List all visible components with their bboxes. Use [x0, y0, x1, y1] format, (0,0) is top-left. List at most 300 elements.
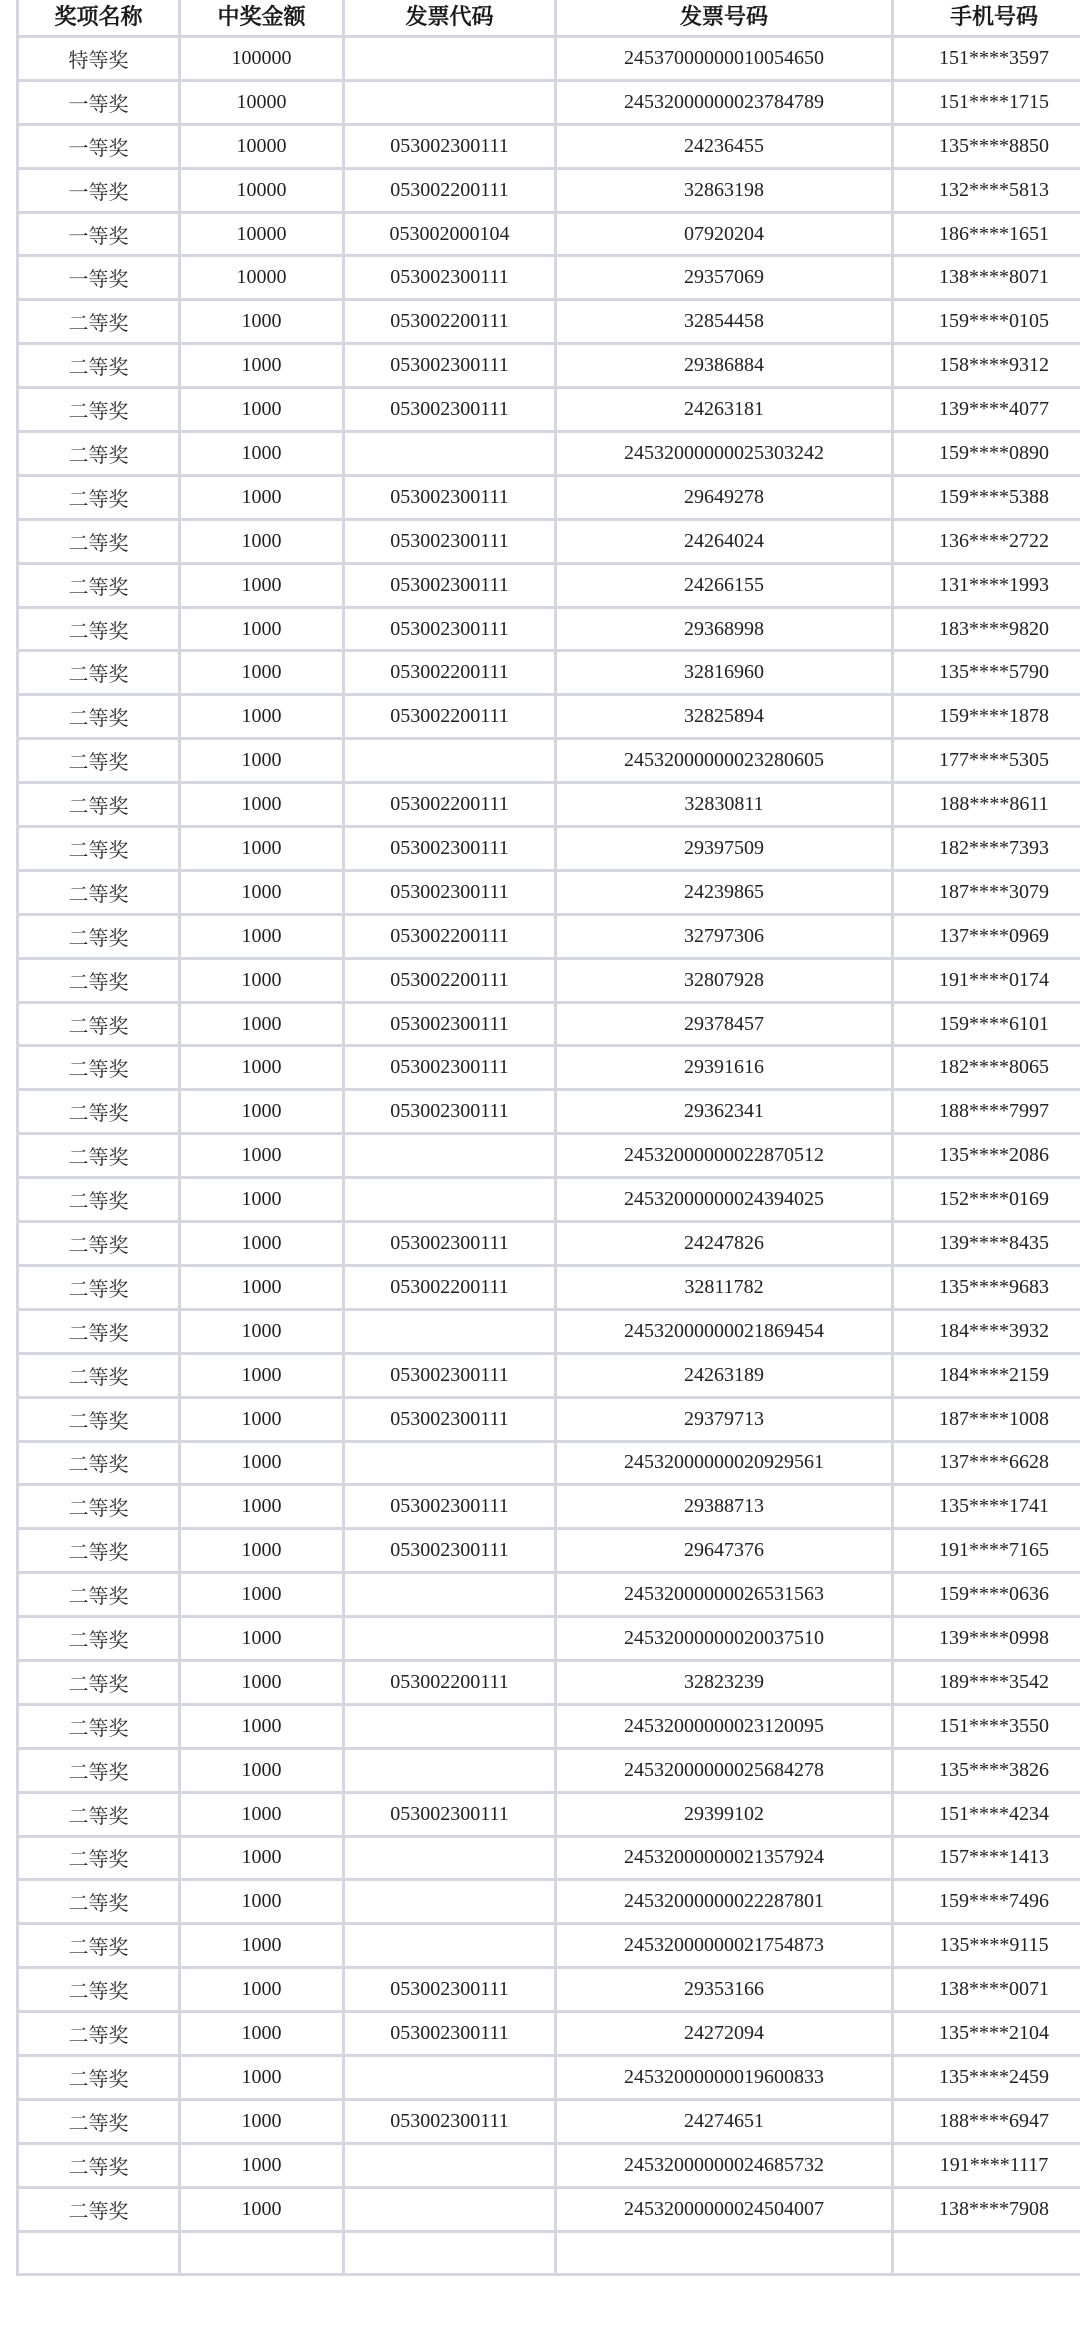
- cell-prize-name: 二等奖: [18, 1880, 180, 1924]
- table-row: [18, 1617, 1080, 1661]
- cell-invoice-number: 32825894: [556, 695, 893, 739]
- cell-prize-name: 二等奖: [18, 695, 180, 739]
- cell-phone-number: 159****7496: [893, 1880, 1080, 1924]
- cell-prize-amount: 1000: [180, 1002, 344, 1046]
- cell-prize-name: 二等奖: [18, 1222, 180, 1266]
- cell-invoice-code: [344, 1178, 556, 1222]
- cell-phone-number: 159****5388: [893, 475, 1080, 519]
- table-row: [18, 256, 1080, 300]
- table-row: [18, 80, 1080, 124]
- cell-invoice-code: 053002200111: [344, 1660, 556, 1704]
- cell-phone-number: 159****0105: [893, 300, 1080, 344]
- cell-invoice-code: 053002300111: [344, 563, 556, 607]
- cell-prize-name: 二等奖: [18, 2012, 180, 2056]
- table-row: [18, 1792, 1080, 1836]
- cell-prize-name: 二等奖: [18, 1265, 180, 1309]
- cell-phone-number: 157****1413: [893, 1836, 1080, 1880]
- cell-invoice-code: 053002300111: [344, 1792, 556, 1836]
- cell-prize-amount: 1000: [180, 1880, 344, 1924]
- cell-prize-amount: 10000: [180, 256, 344, 300]
- cell-phone-number: 183****9820: [893, 607, 1080, 651]
- cell-phone-number: 151****3597: [893, 37, 1080, 81]
- cell-invoice-code: [344, 80, 556, 124]
- cell-invoice-number: 24532000000021754873: [556, 1924, 893, 1968]
- cell-invoice-number: 32863198: [556, 168, 893, 212]
- cell-invoice-number: 24266155: [556, 563, 893, 607]
- cell-prize-amount: 1000: [180, 1660, 344, 1704]
- cell-prize-name: 二等奖: [18, 563, 180, 607]
- cell-invoice-number: 24247826: [556, 1222, 893, 1266]
- cell-prize-name: 二等奖: [18, 2187, 180, 2231]
- cell-prize-name: 二等奖: [18, 1660, 180, 1704]
- cell-invoice-number: 24532000000019600833: [556, 2055, 893, 2099]
- cell-prize-amount: 1000: [180, 870, 344, 914]
- cell-invoice-code: [344, 739, 556, 783]
- cell-prize-amount: 1000: [180, 2187, 344, 2231]
- header-prize-amount: 中奖金额: [180, 0, 344, 37]
- cell-prize-name: 二等奖: [18, 519, 180, 563]
- table-row: [18, 1353, 1080, 1397]
- cell-prize-amount: 1000: [180, 1397, 344, 1441]
- cell-phone-number: 138****7908: [893, 2187, 1080, 2231]
- table-row: [18, 432, 1080, 476]
- table-row: [18, 2099, 1080, 2143]
- cell-prize-name: 二等奖: [18, 2143, 180, 2187]
- table-row: [18, 870, 1080, 914]
- cell-prize-amount: 1000: [180, 1529, 344, 1573]
- cell-invoice-code: 053002000104: [344, 212, 556, 256]
- cell-invoice-code: [344, 2231, 556, 2275]
- cell-invoice-code: 053002200111: [344, 1265, 556, 1309]
- cell-phone-number: 158****9312: [893, 344, 1080, 388]
- cell-prize-name: [18, 2231, 180, 2275]
- cell-phone-number: 191****7165: [893, 1529, 1080, 1573]
- cell-prize-name: 二等奖: [18, 1792, 180, 1836]
- cell-prize-name: 二等奖: [18, 475, 180, 519]
- cell-invoice-number: 24532000000024394025: [556, 1178, 893, 1222]
- cell-invoice-number: 29378457: [556, 1002, 893, 1046]
- cell-invoice-number: 24532000000024685732: [556, 2143, 893, 2187]
- cell-prize-name: 一等奖: [18, 80, 180, 124]
- cell-invoice-code: 053002300111: [344, 1529, 556, 1573]
- cell-prize-amount: 1000: [180, 695, 344, 739]
- table-row: [18, 1529, 1080, 1573]
- cell-invoice-code: [344, 1748, 556, 1792]
- cell-prize-name: 二等奖: [18, 1485, 180, 1529]
- cell-phone-number: 139****4077: [893, 388, 1080, 432]
- cell-prize-name: 二等奖: [18, 783, 180, 827]
- cell-invoice-number: 29379713: [556, 1397, 893, 1441]
- cell-prize-amount: 1000: [180, 1046, 344, 1090]
- table-row: [18, 1265, 1080, 1309]
- cell-invoice-number: 24532000000023280605: [556, 739, 893, 783]
- cell-invoice-number: 24532000000023120095: [556, 1704, 893, 1748]
- cell-invoice-code: [344, 1924, 556, 1968]
- cell-prize-amount: 1000: [180, 300, 344, 344]
- cell-invoice-number: 24532000000022287801: [556, 1880, 893, 1924]
- cell-invoice-number: 32811782: [556, 1265, 893, 1309]
- cell-phone-number: 135****2086: [893, 1134, 1080, 1178]
- cell-prize-name: 二等奖: [18, 2099, 180, 2143]
- cell-prize-amount: 1000: [180, 1441, 344, 1485]
- cell-prize-name: 二等奖: [18, 1617, 180, 1661]
- prize-winners-table-container: [16, 0, 1080, 2336]
- header-invoice-code: 发票代码: [344, 0, 556, 37]
- cell-invoice-number: 32797306: [556, 914, 893, 958]
- cell-invoice-code: [344, 1617, 556, 1661]
- cell-prize-name: 二等奖: [18, 1090, 180, 1134]
- cell-phone-number: 135****5790: [893, 651, 1080, 695]
- cell-phone-number: 182****7393: [893, 827, 1080, 871]
- cell-invoice-code: 053002300111: [344, 1002, 556, 1046]
- cell-invoice-number: 24532000000020037510: [556, 1617, 893, 1661]
- cell-prize-name: 二等奖: [18, 1968, 180, 2012]
- cell-phone-number: 138****8071: [893, 256, 1080, 300]
- cell-prize-name: 二等奖: [18, 432, 180, 476]
- cell-invoice-number: 24532000000022870512: [556, 1134, 893, 1178]
- cell-prize-name: 一等奖: [18, 168, 180, 212]
- cell-phone-number: 137****6628: [893, 1441, 1080, 1485]
- cell-invoice-number: [556, 2231, 893, 2275]
- cell-invoice-number: 29647376: [556, 1529, 893, 1573]
- cell-invoice-number: 24264024: [556, 519, 893, 563]
- cell-prize-amount: 1000: [180, 827, 344, 871]
- table-body: [18, 37, 1080, 2275]
- cell-prize-name: 二等奖: [18, 1134, 180, 1178]
- table-row: [18, 1441, 1080, 1485]
- cell-invoice-number: 24532000000023784789: [556, 80, 893, 124]
- cell-prize-name: 一等奖: [18, 256, 180, 300]
- cell-invoice-code: 053002200111: [344, 695, 556, 739]
- cell-invoice-number: 24532000000021357924: [556, 1836, 893, 1880]
- header-invoice-number: 发票号码: [556, 0, 893, 37]
- cell-prize-amount: 1000: [180, 914, 344, 958]
- table-row: [18, 344, 1080, 388]
- cell-prize-amount: 1000: [180, 1836, 344, 1880]
- cell-prize-amount: 1000: [180, 607, 344, 651]
- cell-phone-number: 135****9115: [893, 1924, 1080, 1968]
- table-row: [18, 1178, 1080, 1222]
- cell-phone-number: 135****2459: [893, 2055, 1080, 2099]
- cell-invoice-code: [344, 1704, 556, 1748]
- cell-phone-number: 159****0636: [893, 1573, 1080, 1617]
- cell-prize-amount: 1000: [180, 1265, 344, 1309]
- cell-invoice-number: 32830811: [556, 783, 893, 827]
- cell-prize-amount: 1000: [180, 1222, 344, 1266]
- cell-phone-number: 131****1993: [893, 563, 1080, 607]
- cell-prize-amount: 1000: [180, 1134, 344, 1178]
- cell-prize-amount: 1000: [180, 519, 344, 563]
- cell-prize-amount: 1000: [180, 1090, 344, 1134]
- cell-invoice-code: 053002300111: [344, 124, 556, 168]
- table-row: [18, 914, 1080, 958]
- cell-phone-number: 136****2722: [893, 519, 1080, 563]
- cell-phone-number: 138****0071: [893, 1968, 1080, 2012]
- table-row: [18, 1222, 1080, 1266]
- table-row: [18, 2187, 1080, 2231]
- table-row: [18, 519, 1080, 563]
- cell-invoice-number: 29649278: [556, 475, 893, 519]
- cell-prize-name: 二等奖: [18, 1573, 180, 1617]
- cell-phone-number: 139****0998: [893, 1617, 1080, 1661]
- cell-phone-number: 152****0169: [893, 1178, 1080, 1222]
- cell-invoice-number: 24263181: [556, 388, 893, 432]
- cell-phone-number: 188****7997: [893, 1090, 1080, 1134]
- cell-invoice-number: 24274651: [556, 2099, 893, 2143]
- cell-invoice-number: 24532000000020929561: [556, 1441, 893, 1485]
- cell-prize-amount: 1000: [180, 1309, 344, 1353]
- cell-prize-name: 二等奖: [18, 1046, 180, 1090]
- cell-phone-number: 151****3550: [893, 1704, 1080, 1748]
- cell-phone-number: 132****5813: [893, 168, 1080, 212]
- cell-prize-amount: 1000: [180, 563, 344, 607]
- cell-prize-amount: 1000: [180, 1573, 344, 1617]
- cell-prize-name: 二等奖: [18, 914, 180, 958]
- cell-invoice-number: 29368998: [556, 607, 893, 651]
- cell-invoice-number: 32823239: [556, 1660, 893, 1704]
- cell-phone-number: 191****0174: [893, 958, 1080, 1002]
- cell-invoice-number: 24239865: [556, 870, 893, 914]
- cell-invoice-code: [344, 1309, 556, 1353]
- table-row: [18, 300, 1080, 344]
- cell-invoice-code: 053002300111: [344, 1090, 556, 1134]
- cell-prize-amount: 1000: [180, 388, 344, 432]
- cell-prize-name: 二等奖: [18, 344, 180, 388]
- table-row: [18, 1836, 1080, 1880]
- cell-prize-amount: 1000: [180, 432, 344, 476]
- table-row: [18, 2055, 1080, 2099]
- cell-invoice-number: 24532000000021869454: [556, 1309, 893, 1353]
- cell-invoice-code: 053002300111: [344, 256, 556, 300]
- cell-phone-number: 187****3079: [893, 870, 1080, 914]
- cell-phone-number: 159****0890: [893, 432, 1080, 476]
- cell-prize-amount: 1000: [180, 1792, 344, 1836]
- cell-prize-name: 二等奖: [18, 2055, 180, 2099]
- table-row: [18, 563, 1080, 607]
- cell-invoice-code: 053002200111: [344, 783, 556, 827]
- cell-invoice-code: 053002200111: [344, 958, 556, 1002]
- cell-prize-name: 二等奖: [18, 300, 180, 344]
- cell-phone-number: 135****2104: [893, 2012, 1080, 2056]
- cell-invoice-code: 053002300111: [344, 1353, 556, 1397]
- cell-phone-number: 188****6947: [893, 2099, 1080, 2143]
- prize-winners-table: [16, 0, 1080, 2276]
- cell-invoice-code: 053002300111: [344, 1397, 556, 1441]
- cell-prize-amount: 10000: [180, 80, 344, 124]
- table-row: [18, 1002, 1080, 1046]
- table-row: [18, 124, 1080, 168]
- cell-prize-amount: 10000: [180, 124, 344, 168]
- cell-prize-name: 二等奖: [18, 1924, 180, 1968]
- cell-invoice-number: 29353166: [556, 1968, 893, 2012]
- cell-invoice-code: [344, 1134, 556, 1178]
- cell-prize-amount: 1000: [180, 651, 344, 695]
- cell-prize-name: 二等奖: [18, 1704, 180, 1748]
- cell-invoice-number: 24532000000025303242: [556, 432, 893, 476]
- cell-invoice-number: 29397509: [556, 827, 893, 871]
- cell-invoice-number: 29357069: [556, 256, 893, 300]
- cell-prize-name: 一等奖: [18, 124, 180, 168]
- cell-prize-name: 二等奖: [18, 1748, 180, 1792]
- cell-prize-amount: 1000: [180, 2055, 344, 2099]
- cell-invoice-code: [344, 2143, 556, 2187]
- cell-phone-number: 188****8611: [893, 783, 1080, 827]
- table-row: [18, 475, 1080, 519]
- table-row: [18, 651, 1080, 695]
- cell-prize-name: 二等奖: [18, 1397, 180, 1441]
- cell-invoice-number: 29399102: [556, 1792, 893, 1836]
- cell-phone-number: 151****4234: [893, 1792, 1080, 1836]
- cell-prize-amount: 1000: [180, 475, 344, 519]
- cell-phone-number: 159****6101: [893, 1002, 1080, 1046]
- table-row: [18, 1309, 1080, 1353]
- cell-prize-name: 二等奖: [18, 870, 180, 914]
- cell-prize-name: 二等奖: [18, 827, 180, 871]
- cell-invoice-code: 053002200111: [344, 651, 556, 695]
- cell-prize-name: 二等奖: [18, 1529, 180, 1573]
- cell-invoice-number: 29388713: [556, 1485, 893, 1529]
- cell-prize-name: 特等奖: [18, 37, 180, 81]
- cell-invoice-code: [344, 1441, 556, 1485]
- table-row: [18, 1924, 1080, 1968]
- cell-prize-amount: 1000: [180, 1353, 344, 1397]
- cell-prize-amount: 1000: [180, 1617, 344, 1661]
- cell-prize-name: 二等奖: [18, 1353, 180, 1397]
- cell-prize-name: 二等奖: [18, 1441, 180, 1485]
- cell-invoice-number: 24272094: [556, 2012, 893, 2056]
- cell-phone-number: 135****9683: [893, 1265, 1080, 1309]
- table-row: [18, 783, 1080, 827]
- cell-prize-name: 二等奖: [18, 739, 180, 783]
- header-prize-name: 奖项名称: [18, 0, 180, 37]
- table-row: [18, 212, 1080, 256]
- cell-invoice-code: 053002300111: [344, 827, 556, 871]
- cell-invoice-number: 32807928: [556, 958, 893, 1002]
- cell-invoice-code: 053002200111: [344, 914, 556, 958]
- cell-prize-name: 二等奖: [18, 958, 180, 1002]
- cell-phone-number: 187****1008: [893, 1397, 1080, 1441]
- table-row: [18, 388, 1080, 432]
- header-row: [18, 0, 1080, 37]
- cell-invoice-number: 29386884: [556, 344, 893, 388]
- cell-invoice-code: 053002300111: [344, 870, 556, 914]
- cell-invoice-code: 053002300111: [344, 1222, 556, 1266]
- cell-phone-number: 189****3542: [893, 1660, 1080, 1704]
- cell-prize-amount: 1000: [180, 739, 344, 783]
- cell-prize-amount: 100000: [180, 37, 344, 81]
- cell-prize-amount: 10000: [180, 212, 344, 256]
- cell-invoice-code: 053002300111: [344, 607, 556, 651]
- cell-invoice-number: 24532000000026531563: [556, 1573, 893, 1617]
- cell-prize-name: 二等奖: [18, 1178, 180, 1222]
- cell-prize-name: 二等奖: [18, 1309, 180, 1353]
- table-row: [18, 827, 1080, 871]
- cell-phone-number: [893, 2231, 1080, 2275]
- cell-invoice-code: [344, 2187, 556, 2231]
- table-row: [18, 2231, 1080, 2275]
- cell-phone-number: 177****5305: [893, 739, 1080, 783]
- table-row: [18, 695, 1080, 739]
- table-row: [18, 1397, 1080, 1441]
- cell-invoice-code: [344, 1880, 556, 1924]
- cell-prize-amount: 1000: [180, 2143, 344, 2187]
- cell-prize-amount: 1000: [180, 1485, 344, 1529]
- cell-prize-amount: 1000: [180, 1968, 344, 2012]
- cell-invoice-code: 053002300111: [344, 1485, 556, 1529]
- cell-invoice-code: 053002300111: [344, 2012, 556, 2056]
- cell-phone-number: 191****1117: [893, 2143, 1080, 2187]
- cell-invoice-code: 053002200111: [344, 300, 556, 344]
- table-row: [18, 1748, 1080, 1792]
- cell-invoice-code: [344, 1836, 556, 1880]
- cell-invoice-code: 053002300111: [344, 519, 556, 563]
- cell-prize-name: 二等奖: [18, 1002, 180, 1046]
- cell-prize-name: 二等奖: [18, 388, 180, 432]
- cell-invoice-code: [344, 37, 556, 81]
- cell-prize-name: 二等奖: [18, 651, 180, 695]
- cell-invoice-number: 24236455: [556, 124, 893, 168]
- cell-invoice-number: 24263189: [556, 1353, 893, 1397]
- cell-invoice-number: 24532000000025684278: [556, 1748, 893, 1792]
- cell-prize-amount: 1000: [180, 344, 344, 388]
- cell-phone-number: 135****8850: [893, 124, 1080, 168]
- cell-invoice-number: 07920204: [556, 212, 893, 256]
- table-row: [18, 1968, 1080, 2012]
- cell-invoice-code: 053002300111: [344, 2099, 556, 2143]
- cell-invoice-code: 053002300111: [344, 475, 556, 519]
- table-row: [18, 2143, 1080, 2187]
- cell-invoice-number: 24537000000010054650: [556, 37, 893, 81]
- table-row: [18, 958, 1080, 1002]
- table-row: [18, 37, 1080, 81]
- cell-invoice-number: 32816960: [556, 651, 893, 695]
- table-row: [18, 1880, 1080, 1924]
- cell-invoice-code: 053002300111: [344, 1968, 556, 2012]
- table-header: [18, 0, 1080, 37]
- cell-prize-amount: 10000: [180, 168, 344, 212]
- cell-prize-amount: [180, 2231, 344, 2275]
- cell-invoice-code: 053002300111: [344, 344, 556, 388]
- cell-invoice-number: 32854458: [556, 300, 893, 344]
- table-row: [18, 1573, 1080, 1617]
- cell-invoice-code: 053002300111: [344, 1046, 556, 1090]
- table-row: [18, 1704, 1080, 1748]
- cell-prize-amount: 1000: [180, 1704, 344, 1748]
- cell-prize-name: 一等奖: [18, 212, 180, 256]
- cell-phone-number: 139****8435: [893, 1222, 1080, 1266]
- table-row: [18, 1660, 1080, 1704]
- cell-prize-amount: 1000: [180, 958, 344, 1002]
- table-row: [18, 1090, 1080, 1134]
- cell-phone-number: 135****3826: [893, 1748, 1080, 1792]
- table-row: [18, 1485, 1080, 1529]
- cell-invoice-code: 053002300111: [344, 388, 556, 432]
- cell-prize-amount: 1000: [180, 2099, 344, 2143]
- cell-phone-number: 159****1878: [893, 695, 1080, 739]
- cell-prize-name: 二等奖: [18, 607, 180, 651]
- table-row: [18, 1134, 1080, 1178]
- cell-invoice-code: 053002200111: [344, 168, 556, 212]
- cell-invoice-number: 29391616: [556, 1046, 893, 1090]
- cell-prize-amount: 1000: [180, 783, 344, 827]
- cell-phone-number: 184****3932: [893, 1309, 1080, 1353]
- table-row: [18, 168, 1080, 212]
- cell-phone-number: 151****1715: [893, 80, 1080, 124]
- table-row: [18, 607, 1080, 651]
- table-row: [18, 739, 1080, 783]
- cell-phone-number: 184****2159: [893, 1353, 1080, 1397]
- cell-invoice-number: 29362341: [556, 1090, 893, 1134]
